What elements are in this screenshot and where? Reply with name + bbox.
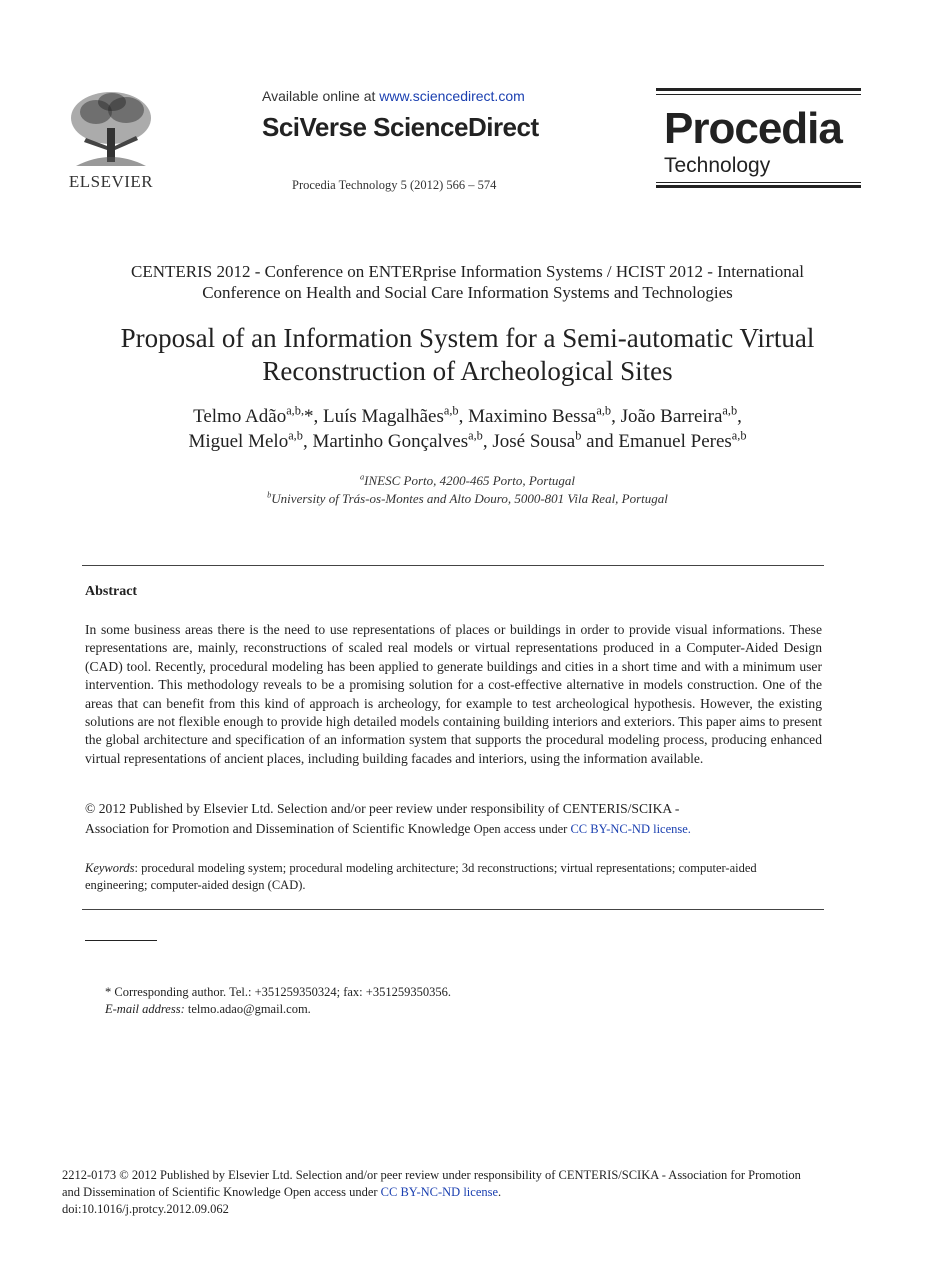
- procedia-subtitle: Technology: [664, 154, 771, 177]
- elsevier-wordmark: ELSEVIER: [68, 172, 154, 191]
- copyright-org: Association for Promotion and Dissemination of Scientific Knowledge: [85, 821, 471, 836]
- available-online: [262, 88, 525, 104]
- conference-line-1: CENTERIS 2012 - Conference on ENTERprise Information Systems / HCIST 2012 - International: [131, 262, 804, 281]
- footer-period: .: [498, 1185, 502, 1199]
- elsevier-tree-icon: [66, 88, 156, 172]
- rule-bottom: [82, 909, 824, 910]
- conference-name: [0, 261, 935, 303]
- author-name: José Sousa: [492, 431, 576, 452]
- author-line-2: [0, 429, 935, 454]
- author-affil: a,b: [596, 403, 612, 418]
- doi: doi:10.1016/j.protcy.2012.09.062: [62, 1202, 229, 1216]
- available-prefix: Available online at: [262, 88, 380, 104]
- author-name: Martinho Gonçalves: [312, 431, 469, 452]
- author-sep: ,: [482, 431, 493, 452]
- author-sep: ,: [737, 406, 742, 427]
- footer-line-1: 2212-0173 © 2012 Published by Elsevier Ltd. Selection and/or peer review under responsibility of CENTERIS/SCIKA - Association for Promotion: [62, 1168, 801, 1182]
- procedia-rule-bottom-thin: [656, 182, 861, 183]
- author-name: Luís Magalhães: [323, 406, 444, 427]
- footnote: [105, 984, 451, 1018]
- copyright-line-2: [85, 819, 822, 839]
- email-address[interactable]: telmo.adao@gmail.com.: [184, 1002, 311, 1016]
- license-link[interactable]: CC BY-NC-ND license.: [570, 822, 691, 836]
- elsevier-logo: [62, 88, 160, 192]
- procedia-rule-bottom: [656, 185, 861, 188]
- author-list: [0, 404, 935, 454]
- affiliation-text: University of Trás-os-Montes and Alto Douro, 5000-801 Vila Real, Portugal: [271, 491, 668, 506]
- copyright-line-1: © 2012 Published by Elsevier Ltd. Selection and/or peer review under responsibility of CENTERIS/SCIKA -: [85, 801, 680, 816]
- author-sep: ,: [611, 406, 621, 427]
- abstract-body: In some business areas there is the need to use representations of places or buildings in order to provide visual informations. These representations are, mainly, reconstructions of scaled real models or virtual representations produced in a Computer-Aided Design (CAD) tool. Recently, procedural modeling has been applied to generate buildings and cities in a short time and with a minimum user intervention. This methodology reveals to be a promising solution for a cost-effective alternative in models construction. One of the areas that can benefit from this kind of approach is archeology, for example to test archeological hypothesis. However, the existing solutions are not flexible enough to provide high detailed models containing building interiors and exteriors. This paper aims to present the global architecture and specification of an information system that supports the procedural modeling process, producing enhanced virtual representations of ancient places, including building facades and interiors, using the information available.: [85, 622, 822, 766]
- author-name: Emanuel Peres: [618, 431, 732, 452]
- affiliation-b: [0, 490, 935, 508]
- footer-open-access: Open access under: [280, 1185, 381, 1199]
- author-name: Maximino Bessa: [468, 406, 597, 427]
- title-line-1: Proposal of an Information System for a Semi-automatic Virtual: [120, 323, 815, 353]
- author-affil: a,b: [731, 428, 747, 443]
- email-line: [105, 1001, 451, 1018]
- affiliation-text: INESC Porto, 4200-465 Porto, Portugal: [364, 473, 576, 488]
- affiliation-mark: a: [359, 471, 365, 482]
- author-sep: ,: [302, 431, 313, 452]
- author-name: Miguel Melo: [188, 431, 289, 452]
- affiliations: [0, 472, 935, 508]
- keywords: [85, 860, 822, 894]
- author-sep: ,: [458, 406, 469, 427]
- corresponding-author: * Corresponding author. Tel.: +351259350324; fax: +351259350356.: [105, 985, 451, 999]
- footnote-rule: [85, 940, 157, 941]
- author-affil: b: [575, 428, 582, 443]
- author-affil: a,b: [288, 428, 303, 443]
- footer-line-2: [62, 1184, 862, 1201]
- email-label: E-mail address:: [105, 1002, 185, 1016]
- author-name: Telmo Adão: [193, 406, 287, 427]
- author-sep: ,: [313, 406, 324, 427]
- keywords-text: : procedural modeling system; procedural modeling architecture; 3d reconstructions; virtual representations; computer-aided engineering; computer-aided design (CAD).: [85, 861, 757, 892]
- footer-license-link[interactable]: CC BY-NC-ND license: [380, 1185, 499, 1199]
- conference-line-2: Conference on Health and Social Care Information Systems and Technologies: [202, 283, 733, 302]
- paper-title: [0, 322, 935, 388]
- abstract-heading: Abstract: [85, 584, 138, 599]
- author-line-1: [0, 404, 935, 429]
- author-name: João Barreira: [620, 406, 723, 427]
- rule-top: [82, 565, 824, 566]
- author-affil: a,b: [468, 428, 483, 443]
- author-affil: a,b: [443, 403, 459, 418]
- copyright-notice: [85, 799, 822, 839]
- author-sep: and: [581, 431, 619, 452]
- procedia-title: Procedia: [664, 104, 842, 153]
- sciverse-logo: SciVerse ScienceDirect: [262, 112, 539, 142]
- open-access-label: Open access under: [470, 822, 571, 836]
- affiliation-mark: b: [267, 489, 272, 500]
- affiliation-a: [0, 472, 935, 490]
- sciencedirect-link[interactable]: www.sciencedirect.com: [379, 88, 525, 104]
- author-star: *: [304, 406, 314, 427]
- title-line-2: Reconstruction of Archeological Sites: [262, 356, 673, 386]
- footer-notice: [62, 1167, 862, 1218]
- procedia-rule-top-thin: [656, 94, 861, 95]
- procedia-logo: [656, 88, 861, 190]
- keywords-label: Keywords: [85, 861, 135, 875]
- journal-reference: Procedia Technology 5 (2012) 566 – 574: [292, 178, 497, 192]
- author-affil: a,b: [722, 403, 738, 418]
- author-affil: a,b,: [286, 403, 305, 418]
- procedia-rule-top: [656, 88, 861, 91]
- footer-org: and Dissemination of Scientific Knowledge: [62, 1185, 281, 1199]
